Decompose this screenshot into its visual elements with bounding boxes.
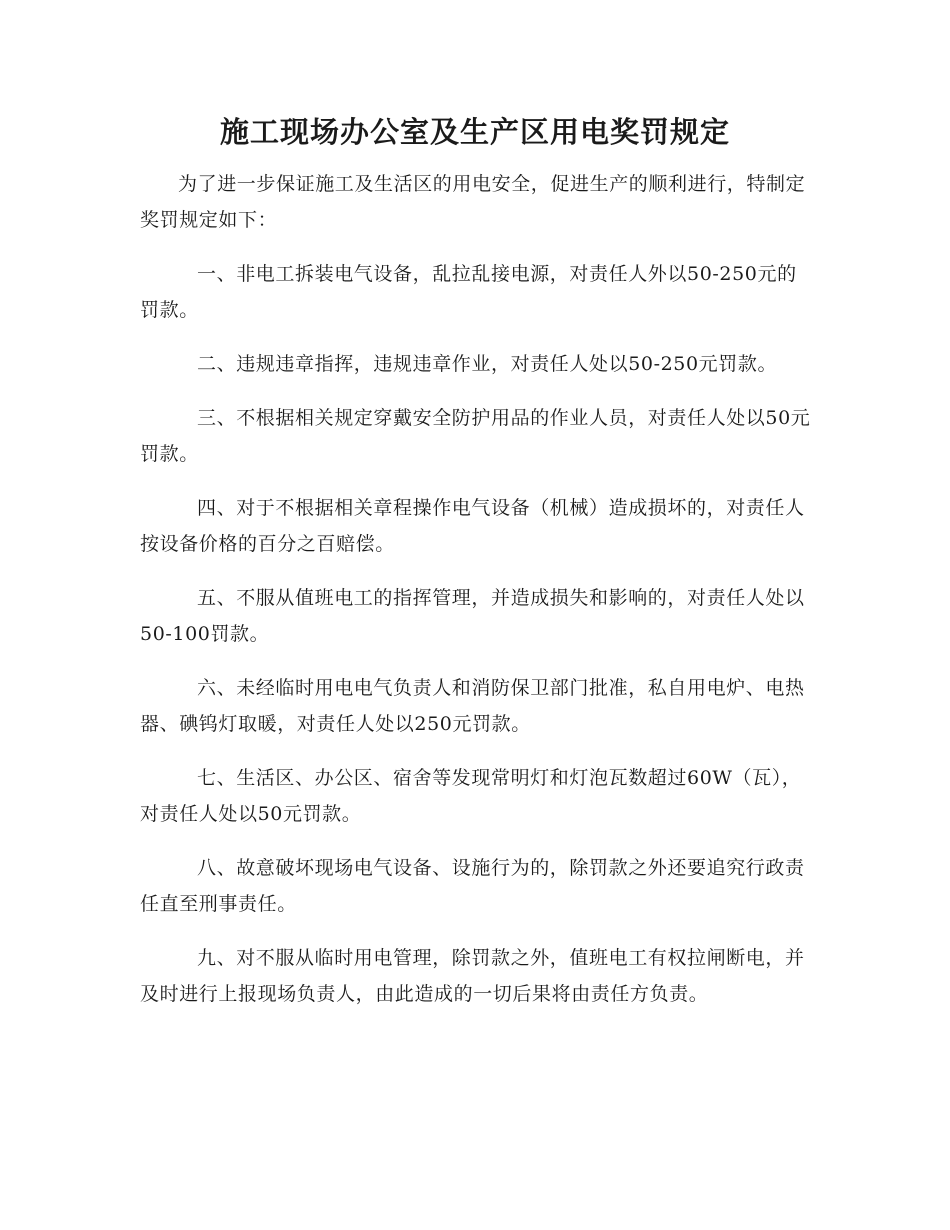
rule-9: 九、对不服从临时用电管理，除罚款之外，值班电工有权拉闸断电，并及时进行上报现场负责人，由此造成的一切后果将由责任方负责。 xyxy=(140,947,805,1005)
rule-3: 三、不根据相关规定穿戴安全防护用品的作业人员，对责任人处以50元罚款。 xyxy=(140,407,811,465)
rule-8: 八、故意破坏现场电气设备、设施行为的，除罚款之外还要追究行政责任直至刑事责任。 xyxy=(140,857,805,915)
rule-1: 一、非电工拆装电气设备，乱拉乱接电源，对责任人外以50-250元的罚款。 xyxy=(140,263,797,321)
rule-6: 六、未经临时用电电气负责人和消防保卫部门批准，私自用电炉、电热器、碘钨灯取暖，对责任人处以250元罚款。 xyxy=(140,677,805,735)
intro-paragraph: 为了进一步保证施工及生活区的用电安全，促进生产的顺利进行，特制定奖罚规定如下： xyxy=(140,173,806,231)
rule-5: 五、不服从值班电工的指挥管理，并造成损失和影响的，对责任人处以50-100罚款。 xyxy=(140,587,805,645)
document-body xyxy=(140,166,812,1030)
document-title: 施工现场办公室及生产区用电奖罚规定 xyxy=(219,115,730,149)
rule-7: 七、生活区、办公区、宿舍等发现常明灯和灯泡瓦数超过60W（瓦），对责任人处以50元罚款。 xyxy=(140,767,802,825)
rule-2: 二、违规违章指挥，违规违章作业，对责任人处以50-250元罚款。 xyxy=(197,353,778,375)
rule-4: 四、对于不根据相关章程操作电气设备（机械）造成损坏的，对责任人按设备价格的百分之百赔偿。 xyxy=(140,497,805,555)
